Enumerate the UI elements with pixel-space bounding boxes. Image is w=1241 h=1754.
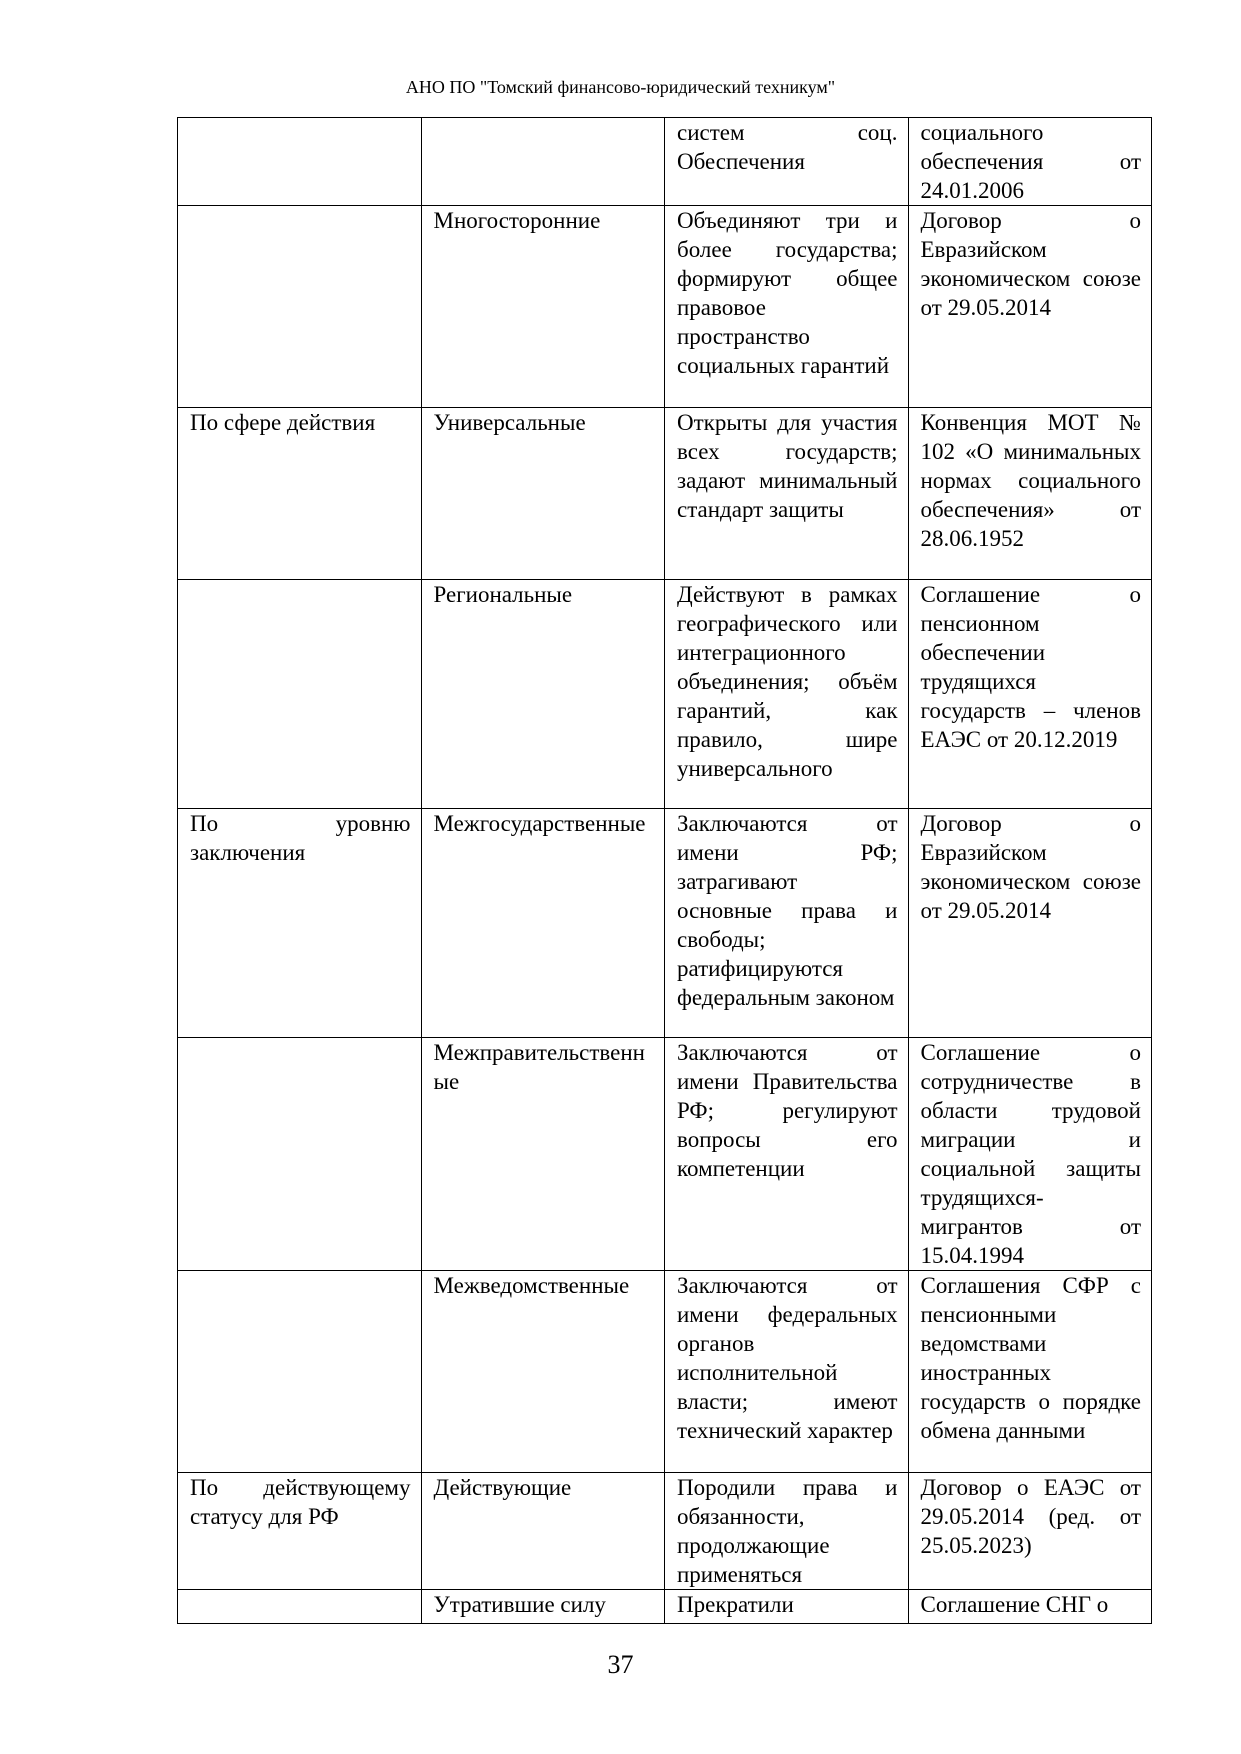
table-row <box>178 408 1152 580</box>
table-row <box>178 1271 1152 1473</box>
table-row <box>178 118 1152 206</box>
criterion-cell <box>178 1038 422 1271</box>
table-row <box>178 1590 1152 1624</box>
description-cell: Объединяют три и более государства; формируют общее правовое пространство социальных гарантий <box>665 206 909 408</box>
table-row <box>178 580 1152 809</box>
description-cell: Заключаются от имени РФ; затрагивают основные права и свободы; ратифицируются федеральным законом <box>665 809 909 1038</box>
running-header: АНО ПО "Томский финансово-юридический техникум" <box>405 77 836 97</box>
type-cell: Межгосударственные <box>421 809 665 1038</box>
table-row <box>178 1038 1152 1271</box>
criterion-cell <box>178 206 422 408</box>
description-cell: Заключаются от имени Правительства РФ; регулируют вопросы его компетенции <box>665 1038 909 1271</box>
example-cell: Договор о Евразийском экономическом союзе от 29.05.2014 <box>908 206 1152 408</box>
description-cell: Прекратили <box>665 1590 909 1624</box>
criterion-cell: По уровню заключения <box>178 809 422 1038</box>
type-cell: Межправительственные <box>421 1038 665 1271</box>
example-cell: социального обеспечения от 24.01.2006 <box>908 118 1152 206</box>
treaty-classification-table <box>177 117 1152 1624</box>
table-row <box>178 809 1152 1038</box>
example-cell: Соглашение о пенсионном обеспечении трудящихся государств – членов ЕАЭС от 20.12.2019 <box>908 580 1152 809</box>
description-cell: Действуют в рамках географического или интеграционного объединения; объём гарантий, как правило, шире универсального <box>665 580 909 809</box>
description-cell: Открыты для участия всех государств; задают минимальный стандарт защиты <box>665 408 909 580</box>
page-number: 37 <box>607 1650 634 1679</box>
example-cell: Договор о Евразийском экономическом союзе от 29.05.2014 <box>908 809 1152 1038</box>
description-cell: Заключаются от имени федеральных органов исполнительной власти; имеют технический характер <box>665 1271 909 1473</box>
type-cell: Региональные <box>421 580 665 809</box>
type-cell: Действующие <box>421 1473 665 1590</box>
criterion-cell <box>178 1590 422 1624</box>
type-cell: Утратившие силу <box>421 1590 665 1624</box>
table-row <box>178 1473 1152 1590</box>
criterion-cell <box>178 580 422 809</box>
table-row <box>178 206 1152 408</box>
criterion-cell: По действующему статусу для РФ <box>178 1473 422 1590</box>
description-cell: Породили права и обязанности, продолжающие применяться <box>665 1473 909 1590</box>
type-cell <box>421 118 665 206</box>
type-cell: Многосторонние <box>421 206 665 408</box>
example-cell: Конвенция МОТ № 102 «О минимальных нормах социального обеспечения» от 28.06.1952 <box>908 408 1152 580</box>
example-cell: Соглашение СНГ о <box>908 1590 1152 1624</box>
criterion-cell <box>178 1271 422 1473</box>
description-cell: систем соц. Обеспечения <box>665 118 909 206</box>
example-cell: Соглашение о сотрудничестве в области трудовой миграции и социальной защиты трудящихся-мигрантов от 15.04.1994 <box>908 1038 1152 1271</box>
type-cell: Межведомственные <box>421 1271 665 1473</box>
example-cell: Соглашения СФР с пенсионными ведомствами иностранных государств о порядке обмена данными <box>908 1271 1152 1473</box>
example-cell: Договор о ЕАЭС от 29.05.2014 (ред. от 25.05.2023) <box>908 1473 1152 1590</box>
type-cell: Универсальные <box>421 408 665 580</box>
criterion-cell <box>178 118 422 206</box>
criterion-cell: По сфере действия <box>178 408 422 580</box>
